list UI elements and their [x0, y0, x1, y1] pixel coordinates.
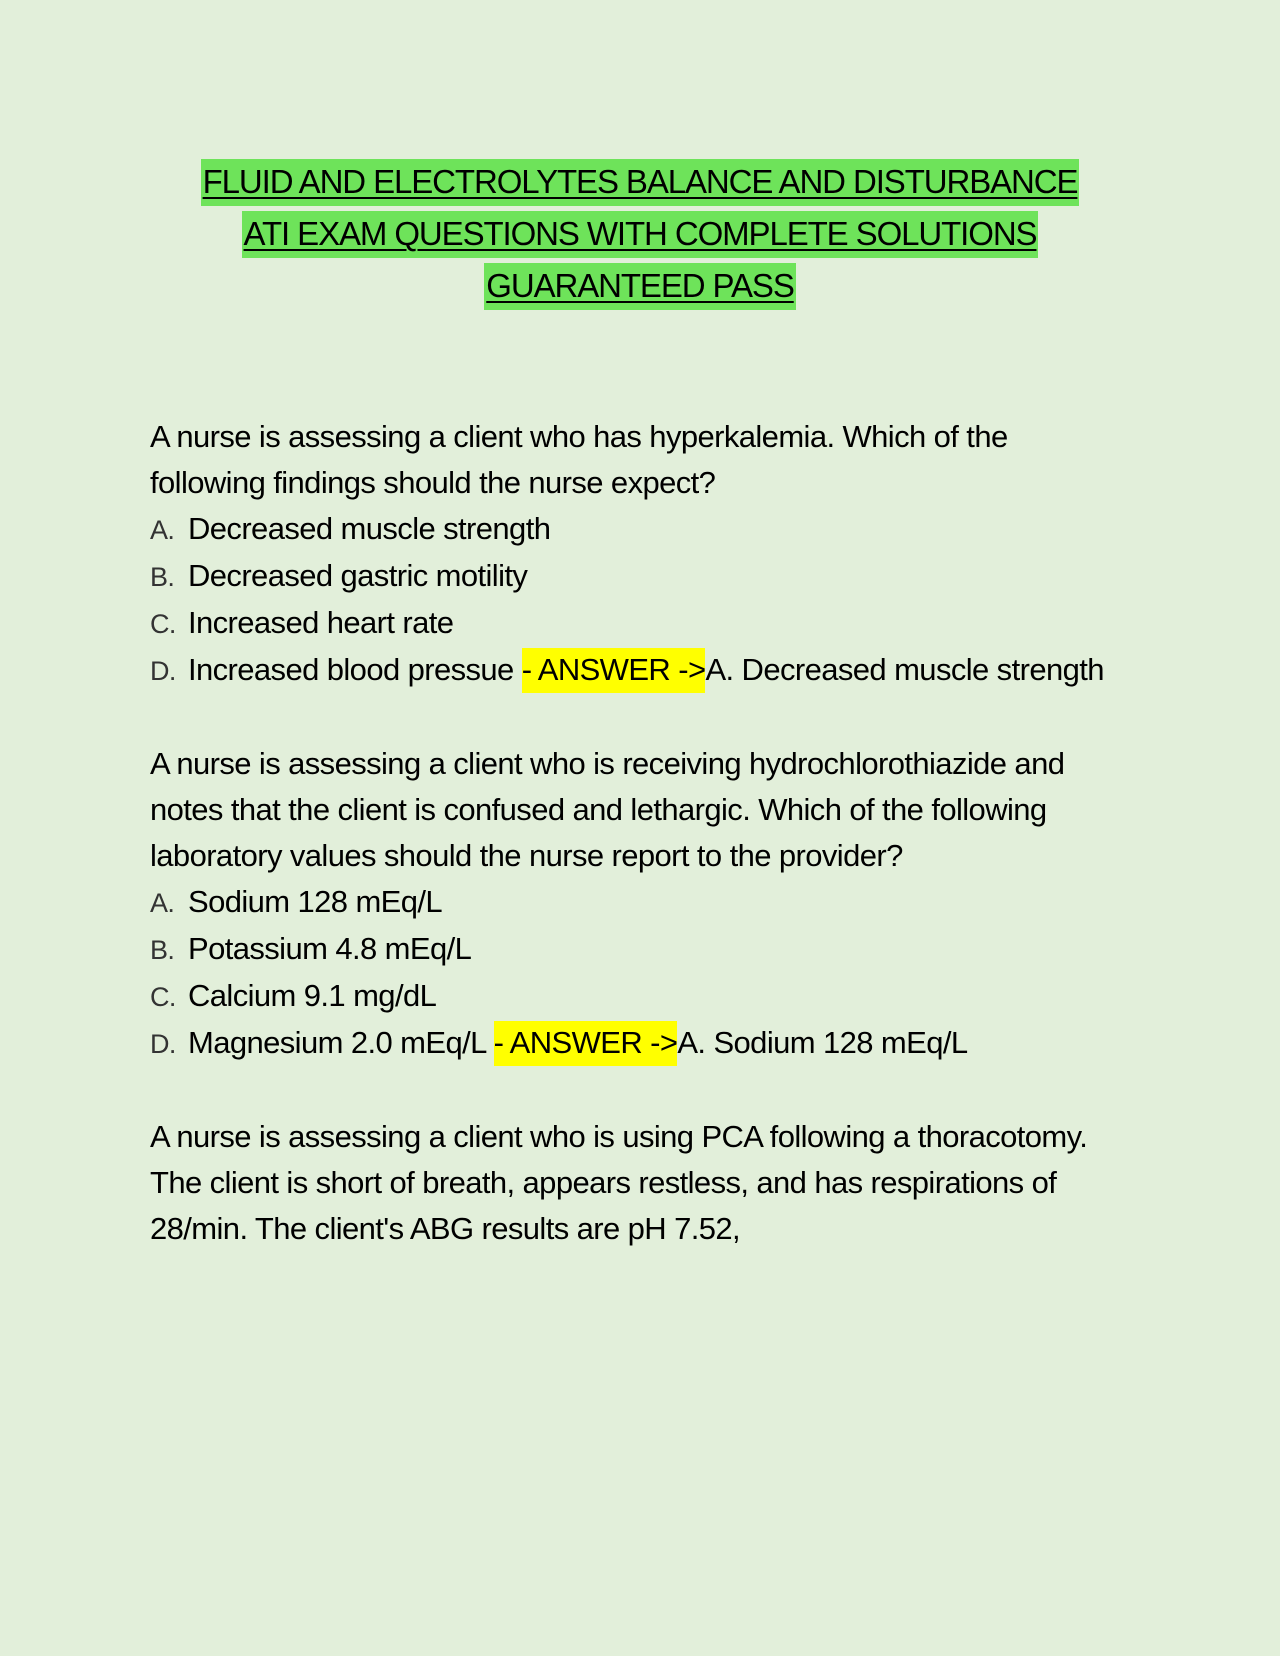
question-2-stem: A nurse is assessing a client who is receiving hydrochlorothiazide and notes that the client is confused and lethargic. Which of the following laboratory values should the nurse report to the provider?: [150, 746, 1065, 873]
answer-marker: - ANSWER ->: [522, 648, 706, 693]
option-letter: C.: [150, 609, 176, 639]
question-1-option-c: [150, 600, 1110, 647]
option-text: Increased blood pressue: [188, 652, 522, 687]
title-line-3: [0, 260, 1280, 312]
question-2-option-c: [150, 973, 1110, 1020]
question-2-option-b: [150, 926, 1110, 973]
question-1-option-a: [150, 506, 1110, 553]
option-text: Decreased muscle strength: [188, 511, 551, 546]
option-text: Increased heart rate: [188, 605, 454, 640]
title-line-1-text: FLUID AND ELECTROLYTES BALANCE AND DISTURBANCE: [201, 159, 1080, 206]
document-title: [0, 156, 1280, 312]
question-2-option-a: [150, 879, 1110, 926]
option-text: Potassium 4.8 mEq/L: [188, 931, 472, 966]
option-letter: D.: [150, 656, 176, 686]
question-1-stem: A nurse is assessing a client who has hyperkalemia. Which of the following findings should the nurse expect?: [150, 419, 1008, 500]
question-1: [150, 414, 1110, 694]
option-letter: D.: [150, 1029, 176, 1059]
title-line-1: [0, 156, 1280, 208]
option-letter: A.: [150, 515, 175, 545]
title-line-2-text: ATI EXAM QUESTIONS WITH COMPLETE SOLUTIONS: [242, 211, 1039, 258]
option-letter: B.: [150, 935, 175, 965]
option-text: Decreased gastric motility: [188, 558, 528, 593]
question-3-stem-line-1: A nurse is assessing a client who is using PCA following a thoracotomy.: [150, 1119, 1088, 1154]
title-line-3-text: GUARANTEED PASS: [484, 263, 795, 310]
option-text: Magnesium 2.0 mEq/L: [188, 1025, 494, 1060]
title-line-2: [0, 208, 1280, 260]
answer-marker: - ANSWER ->: [494, 1021, 678, 1066]
question-3: [150, 1114, 1110, 1252]
option-text: Calcium 9.1 mg/dL: [188, 978, 437, 1013]
option-text: Sodium 128 mEq/L: [188, 884, 443, 919]
question-3-stem-line-2: The client is short of breath, appears restless, and has respirations of 28/min. The client's ABG results are pH 7.52,: [150, 1165, 1057, 1246]
option-letter: C.: [150, 982, 176, 1012]
question-2: [150, 741, 1110, 1067]
question-1-answer: A. Decreased muscle strength: [705, 652, 1104, 687]
option-letter: B.: [150, 562, 175, 592]
question-2-option-d: [150, 1020, 1110, 1067]
questions-content: [150, 414, 1110, 1299]
question-1-option-b: [150, 553, 1110, 600]
question-2-answer: A. Sodium 128 mEq/L: [677, 1025, 968, 1060]
question-1-option-d: [150, 647, 1110, 694]
option-letter: A.: [150, 888, 175, 918]
